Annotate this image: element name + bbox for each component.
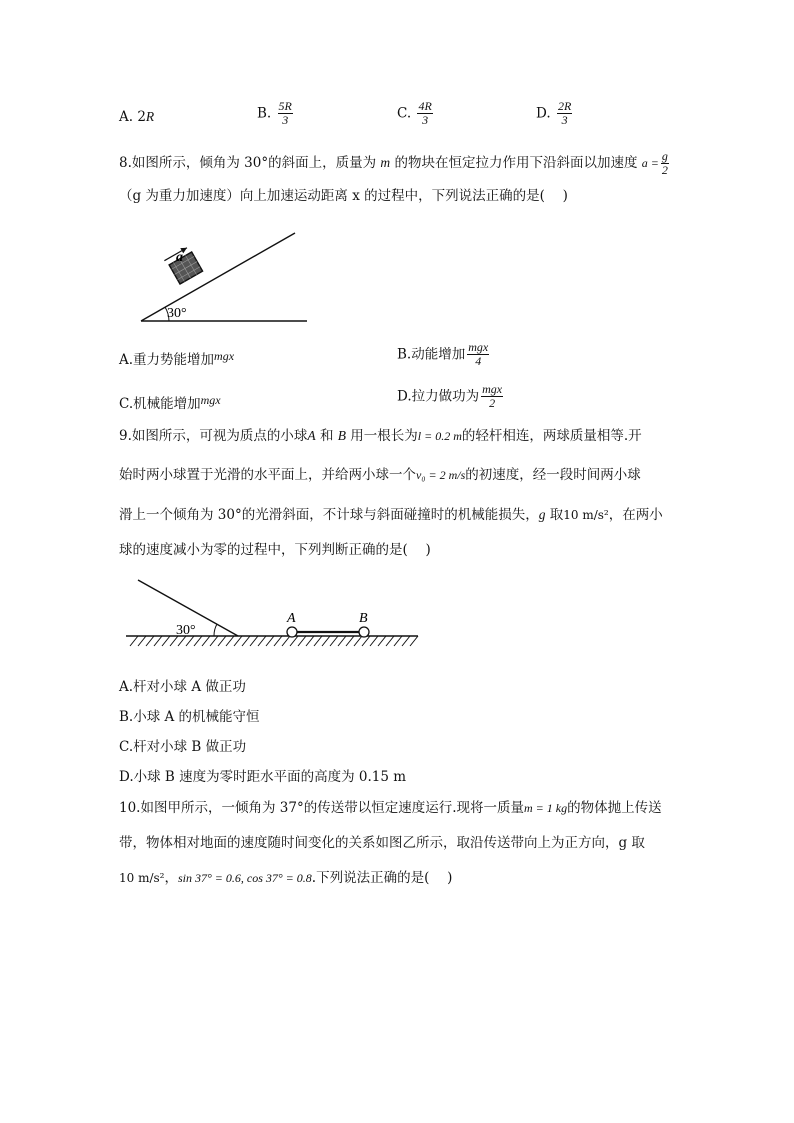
q9-option-d: D.小球 B 速度为零时距水平面的高度为 0.15 m [119,769,407,785]
q7-option-b: B. $\frac{5R}{3}$ [257,99,292,127]
q9-stem-line2: 始时两小球置于光滑的水平面上，并给两小球一个v₀ = 2 m/s的初速度，经一段时间两小球 [119,467,641,483]
q9-option-c: C.杆对小球 B 做正功 [119,739,247,755]
q7-option-d: D. $\frac{2R}{3}$ [536,99,572,127]
q8-option-b: B.动能增加 $\frac{\text{mgx}}{4}$ [397,340,489,368]
q9-option-b: B.小球 A 的机械能守恒 [119,709,260,725]
q8-angle-label: 30° [167,306,187,321]
q9-angle-arc [214,624,217,636]
q7-option-c: C. $\frac{4R}{3}$ [397,99,432,127]
q10-stem-line1: 10.如图甲所示，一倾角为 37°的传送带以恒定速度运行.现将一质量m = 1 kg的物体抛上传送 [119,800,662,816]
q9-label-a: A [287,611,296,626]
q9-stem-line3: 滑上一个倾角为 30°的光滑斜面，不计球与斜面碰撞时的机械能损失，g 取10 m/s²，在两小 [119,507,663,523]
q9-stem-line1: 9.如图所示，可视为质点的小球A 和 B 用一根长为l = 0.2 m的轻杆相连，两球质量相等.开 [119,428,642,444]
q9-stem-line4: 球的速度减小为零的过程中，下列判断正确的是( ) [119,542,431,558]
q7-option-a: A. 2R [119,109,155,125]
q9-angle-label: 30° [176,623,196,638]
q9-label-b: B [359,611,368,626]
q9-slope-figure [118,576,428,654]
q9-ball-a [287,627,297,637]
q10-stem-line2: 带，物体相对地面的速度随时间变化的关系如图乙所示，取沿传送带向上为正方向，g 取 [119,835,645,851]
q10-stem-line3: 10 m/s²，sin 37° = 0.6, cos 37° = 0.8.下列说法正确的是( ) [119,870,453,886]
q9-ball-b [359,627,369,637]
q8-option-d: D.拉力做功为 $\frac{\text{mgx}}{2}$ [397,382,503,410]
q8-stem-line1: 8.如图所示，倾角为 30°的斜面上，质量为 m 的物块在恒定拉力作用下沿斜面以加速度 a = $\frac{g}{2}$ [119,149,668,177]
q9-option-a: A.杆对小球 A 做正功 [119,679,246,695]
q8-option-c: C.机械能增加mgx [119,393,221,412]
q8-incline-line [141,233,295,321]
q8-incline-figure [135,225,315,325]
q8-option-a: A.重力势能增加mgx [119,349,235,368]
q9-ground-hatch [130,636,418,646]
q8-stem-line2: （g 为重力加速度）向上加速运动距离 x 的过程中，下列说法正确的是( ) [119,188,568,204]
q8-accel-label: a [176,250,183,265]
